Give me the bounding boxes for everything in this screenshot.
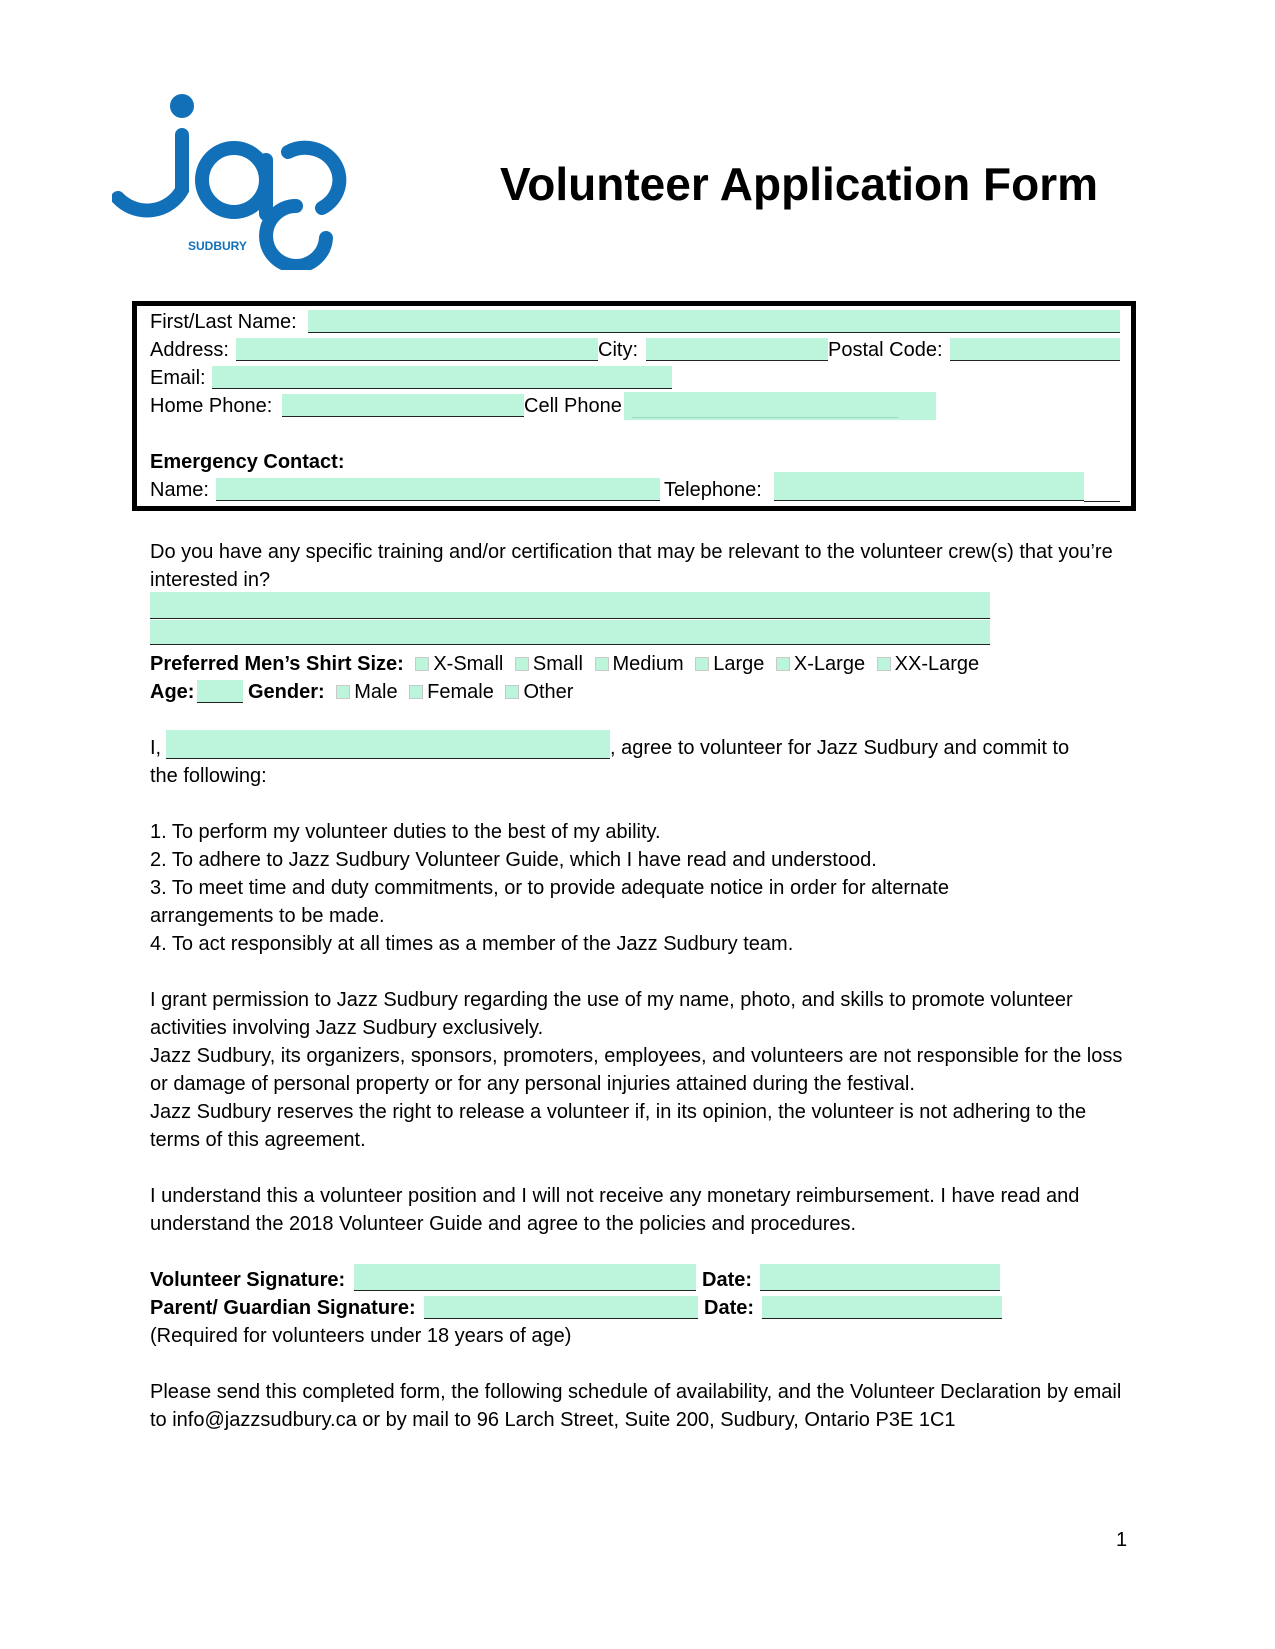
- shirt-xlarge-label: X-Large: [793, 653, 866, 675]
- city-field[interactable]: [646, 338, 828, 361]
- shirt-size-label: Preferred Men’s Shirt Size:: [150, 653, 404, 675]
- shirt-medium-label: Medium: [612, 653, 684, 675]
- permission-paragraph-3: Jazz Sudbury reserves the right to release a volunteer if, in its opinion, the volunteer is not adhering to the terms of this agreement.: [150, 1101, 1087, 1151]
- jazz-sudbury-logo: [112, 90, 372, 270]
- logo-graphic: [112, 90, 372, 270]
- cell-phone-label: Cell Phone: [524, 395, 622, 417]
- volunteer-date-field[interactable]: [760, 1264, 1000, 1291]
- emergency-name-label: Name:: [150, 479, 209, 501]
- gender-female-label: Female: [427, 681, 494, 703]
- city-label: City:: [598, 339, 638, 361]
- emergency-telephone-field[interactable]: [774, 472, 1084, 501]
- shirt-size-row: [150, 650, 979, 678]
- postal-code-field[interactable]: [950, 338, 1120, 361]
- shirt-xlarge-checkbox[interactable]: [776, 657, 790, 671]
- address-field[interactable]: [236, 338, 598, 361]
- logo-sudbury-text: SUDBURY: [188, 239, 247, 253]
- commitment-item-4: 4. To act responsibly at all times as a member of the Jazz Sudbury team.: [150, 933, 794, 955]
- page-number: 1: [1116, 1529, 1128, 1551]
- shirt-xxlarge-checkbox[interactable]: [877, 657, 891, 671]
- shirt-xxlarge-label: XX-Large: [894, 653, 980, 675]
- shirt-small-label: Small: [532, 653, 583, 675]
- parent-signature-field[interactable]: [424, 1296, 698, 1319]
- volunteer-signature-field[interactable]: [354, 1264, 696, 1291]
- age-label: Age:: [150, 681, 195, 703]
- gender-male-checkbox[interactable]: [336, 685, 350, 699]
- shirt-large-label: Large: [713, 653, 765, 675]
- agreement-prefix: I,: [150, 737, 162, 759]
- address-label: Address:: [150, 339, 229, 361]
- email-field[interactable]: [212, 366, 672, 389]
- shirt-large-checkbox[interactable]: [695, 657, 709, 671]
- home-phone-field[interactable]: [282, 394, 524, 417]
- gender-other-checkbox[interactable]: [505, 685, 519, 699]
- commitment-item-1: 1. To perform my volunteer duties to the best of my ability.: [150, 821, 661, 843]
- emergency-telephone-tail: [1084, 500, 1120, 502]
- page-title: Volunteer Application Form: [500, 158, 1099, 210]
- home-phone-label: Home Phone:: [150, 395, 273, 417]
- gender-label: Gender:: [248, 681, 325, 703]
- parent-date-label: Date:: [704, 1297, 755, 1319]
- permission-paragraph-1: I grant permission to Jazz Sudbury regarding the use of my name, photo, and skills to promote volunteer activities involving Jazz Sudbury exclusively.: [150, 989, 1073, 1039]
- gender-female-checkbox[interactable]: [409, 685, 423, 699]
- cell-phone-underline: [632, 416, 898, 418]
- agreement-name-field[interactable]: [166, 730, 610, 759]
- volunteer-signature-label: Volunteer Signature:: [150, 1269, 346, 1291]
- emergency-name-field[interactable]: [216, 478, 660, 501]
- guardian-note: (Required for volunteers under 18 years of age): [150, 1325, 572, 1347]
- postal-code-label: Postal Code:: [828, 339, 943, 361]
- gender-other-label: Other: [523, 681, 574, 703]
- shirt-medium-checkbox[interactable]: [595, 657, 609, 671]
- first-last-name-field[interactable]: [308, 310, 1120, 333]
- gender-male-label: Male: [354, 681, 398, 703]
- training-question: Do you have any specific training and/or certification that may be relevant to the volunteer crew(s) that you’re interested in?: [150, 541, 1113, 591]
- commitment-item-3: 3. To meet time and duty commitments, or to provide adequate notice in order for alternate arrangements to be made.: [150, 877, 949, 927]
- gender-row: [248, 678, 573, 706]
- email-label: Email:: [150, 367, 206, 389]
- emergency-contact-heading: Emergency Contact:: [150, 451, 345, 473]
- agreement-line-2: the following:: [150, 765, 267, 787]
- commitment-item-2: 2. To adhere to Jazz Sudbury Volunteer Guide, which I have read and understood.: [150, 849, 877, 871]
- parent-signature-label: Parent/ Guardian Signature:: [150, 1297, 416, 1319]
- agreement-suffix: , agree to volunteer for Jazz Sudbury and commit to: [610, 737, 1070, 759]
- permission-paragraph-2: Jazz Sudbury, its organizers, sponsors, promoters, employees, and volunteers are not responsible for the loss or damage of personal property or for any personal injuries attained during the festival.: [150, 1045, 1123, 1095]
- parent-date-field[interactable]: [762, 1296, 1002, 1319]
- send-instructions: Please send this completed form, the following schedule of availability, and the Volunteer Declaration by email to info@jazzsudbury.ca or by mail to 96 Larch Street, Suite 200, Sudbury, Ontario P3E 1C1: [150, 1381, 1122, 1431]
- shirt-small-checkbox[interactable]: [515, 657, 529, 671]
- understand-paragraph: I understand this a volunteer position and I will not receive any monetary reimbursement. I have read and understand the 2018 Volunteer Guide and agree to the policies and procedures.: [150, 1185, 1080, 1235]
- training-answer-line-2[interactable]: [150, 620, 990, 645]
- age-field[interactable]: [197, 680, 243, 703]
- volunteer-date-label: Date:: [702, 1269, 753, 1291]
- shirt-xsmall-label: X-Small: [433, 653, 504, 675]
- first-last-name-label: First/Last Name:: [150, 311, 297, 333]
- training-answer-line-1[interactable]: [150, 592, 990, 619]
- emergency-telephone-label: Telephone:: [664, 479, 762, 501]
- shirt-xsmall-checkbox[interactable]: [415, 657, 429, 671]
